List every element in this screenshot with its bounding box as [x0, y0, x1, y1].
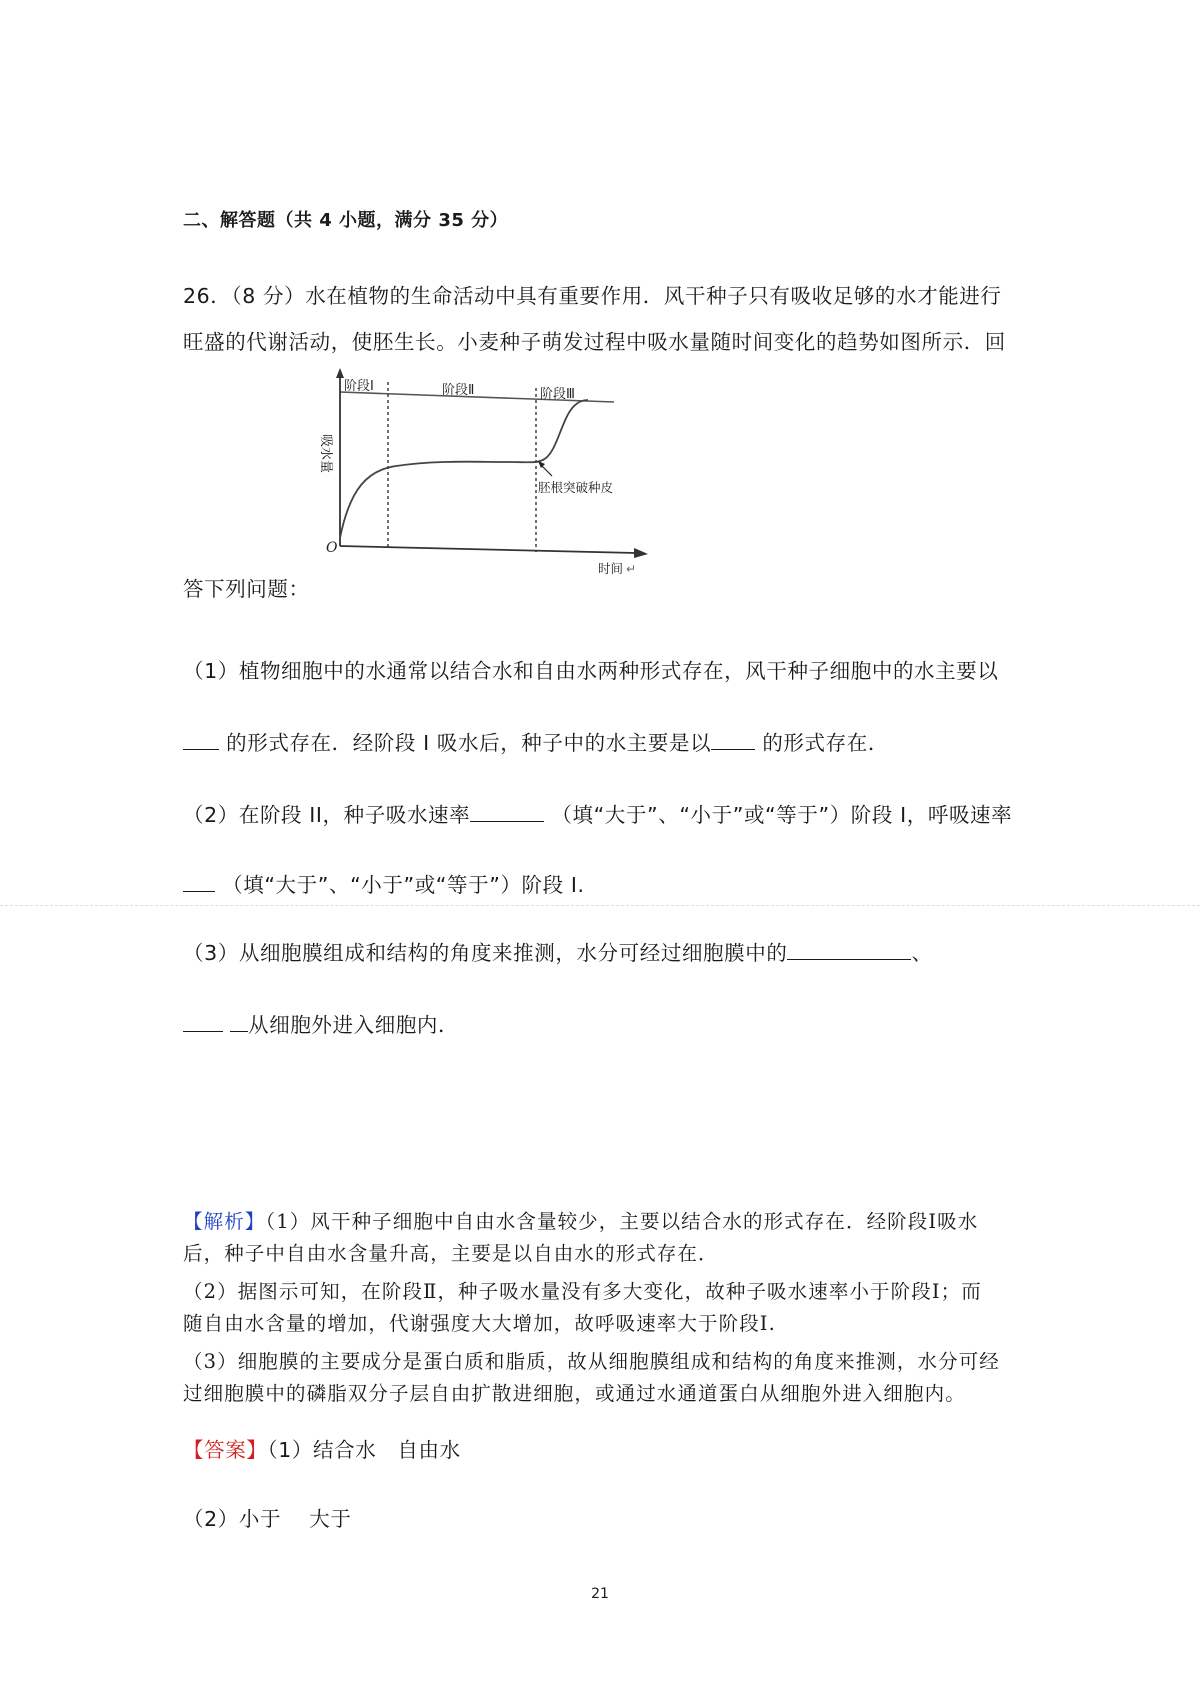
analysis-line-1 [183, 1206, 978, 1234]
water-uptake-curve [340, 400, 588, 538]
water-uptake-chart [318, 368, 676, 578]
sub-question-1-text-b: 的形式存在． [755, 731, 889, 755]
sub-question-3-line-2 [183, 1008, 459, 1038]
answer-tag: 【答案】 [183, 1438, 268, 1462]
x-axis [340, 546, 636, 553]
sub-question-1-line-1: （1）植物细胞中的水通常以结合水和自由水两种形式存在，风干种子细胞中的水主要以 [183, 659, 999, 683]
answer-line-1 [183, 1433, 461, 1463]
sub-question-1-line-2 [183, 726, 889, 756]
analysis-line-4: 随自由水含量的增加，代谢强度大大增加，故呼吸速率大于阶段Ⅰ. [183, 1312, 776, 1335]
y-axis-label: 吸水量 [318, 434, 333, 474]
water-uptake-figure [318, 368, 676, 582]
section-heading: 二、解答题（共 4 小题，满分 35 分） [183, 210, 509, 231]
answer-blank[interactable] [230, 1012, 248, 1032]
sub-question-3-line-1 [183, 936, 933, 966]
sub-question-2-text-c: （填“大于”、“小于”或“等于”）阶段 I. [222, 873, 585, 897]
stage-2-label: 阶段Ⅱ [442, 383, 475, 398]
page-divider [0, 905, 1200, 906]
answer-blank[interactable] [183, 730, 219, 750]
analysis-line-3: （2）据图示可知，在阶段Ⅱ，种子吸水量没有多大变化，故种子吸水速率小于阶段Ⅰ；而 [183, 1280, 982, 1303]
question-26-line-2: 旺盛的代谢活动，使胚生长。小麦种子萌发过程中吸水量随时间变化的趋势如图所示．回 [183, 330, 1006, 354]
x-axis-arrow [634, 548, 648, 558]
stage-1-label: 阶段Ⅰ [344, 379, 374, 394]
sub-question-2-line-2 [183, 868, 585, 898]
annotation-arrowhead [538, 461, 545, 468]
analysis-p1-a: （1）风干种子细胞中自由水含量较少，主要以结合水的形式存在．经阶段Ⅰ吸水 [265, 1210, 979, 1233]
analysis-tag: 【解析】 [183, 1210, 266, 1233]
return-mark: ↵ [626, 562, 637, 576]
origin-label: O [326, 540, 338, 556]
sub-question-2-line-1 [183, 798, 1012, 828]
answer-blank[interactable] [787, 940, 911, 960]
sub-question-1-text-a: 的形式存在．经阶段 I 吸水后，种子中的水主要是以 [219, 731, 712, 755]
answer-line-2: （2）小于 大于 [183, 1507, 352, 1531]
stage-3-label: 阶段Ⅲ [540, 387, 575, 402]
analysis-line-5: （3）细胞膜的主要成分是蛋白质和脂质，故从细胞膜组成和结构的角度来推测，水分可经 [183, 1350, 1000, 1373]
question-26-line-1: 26．（8 分）水在植物的生命活动中具有重要作用．风干种子只有吸收足够的水才能进行 [183, 284, 1002, 308]
answer-blank[interactable] [183, 872, 215, 892]
sub-question-3-text-b: 、 [911, 941, 933, 965]
question-26-line-3: 答下列问题： [183, 577, 310, 601]
analysis-line-2: 后，种子中自由水含量升高，主要是以自由水的形式存在． [183, 1242, 719, 1265]
answer-blank[interactable] [711, 730, 755, 750]
sub-question-2-text-a: （2）在阶段 II，种子吸水速率 [183, 803, 471, 827]
sub-question-3-text-c: 从细胞外进入细胞内． [248, 1013, 460, 1037]
x-axis-label: 时间 [598, 561, 624, 576]
annotation-label: 胚根突破种皮 [538, 480, 614, 495]
page-number: 21 [591, 1586, 609, 1602]
answer-blank[interactable] [470, 802, 544, 822]
analysis-line-6: 过细胞膜中的磷脂双分子层自由扩散进细胞，或通过水通道蛋白从细胞外进入细胞内。 [183, 1382, 966, 1405]
y-axis-arrow [336, 368, 344, 378]
sub-question-2-text-b: （填“大于”、“小于”或“等于”）阶段 I，呼吸速率 [551, 803, 1013, 827]
answer-blank[interactable] [183, 1012, 223, 1032]
answer-text-1: （1）结合水 自由水 [267, 1438, 461, 1462]
sub-question-3-text-a: （3）从细胞膜组成和结构的角度来推测，水分可经过细胞膜中的 [183, 941, 788, 965]
